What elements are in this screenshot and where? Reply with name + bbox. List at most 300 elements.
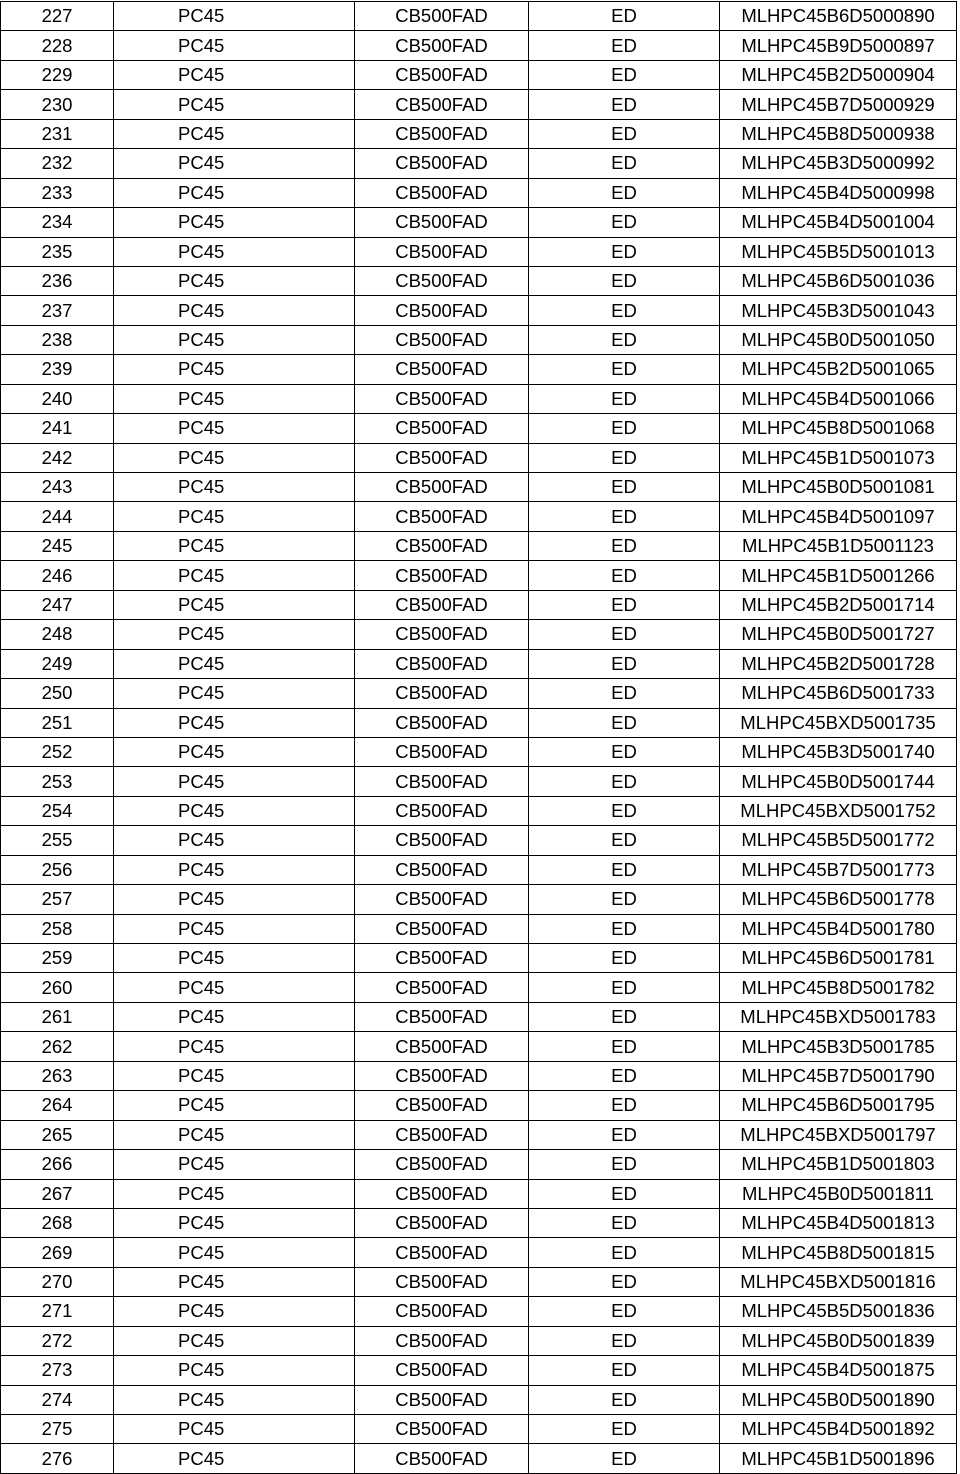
- table-row: [1, 1120, 957, 1149]
- model-cell: PC45: [114, 1326, 355, 1355]
- row-number-cell: 246: [1, 561, 114, 590]
- code-cell: CB500FAD: [355, 1120, 529, 1149]
- model-cell: PC45: [114, 796, 355, 825]
- model-cell: PC45: [114, 1444, 355, 1473]
- row-number-cell: 227: [1, 2, 114, 31]
- row-number-cell: 266: [1, 1150, 114, 1179]
- model-cell: PC45: [114, 90, 355, 119]
- vin-cell: MLHPC45B1D5001123: [720, 531, 957, 560]
- code-cell: CB500FAD: [355, 826, 529, 855]
- table-row: [1, 679, 957, 708]
- table-row: [1, 531, 957, 560]
- vin-table: [0, 1, 957, 1474]
- row-number-cell: 273: [1, 1356, 114, 1385]
- code-cell: CB500FAD: [355, 1002, 529, 1031]
- row-number-cell: 239: [1, 355, 114, 384]
- category-cell: ED: [529, 1179, 720, 1208]
- table-row: [1, 620, 957, 649]
- vin-cell: MLHPC45B0D5001050: [720, 325, 957, 354]
- code-cell: CB500FAD: [355, 296, 529, 325]
- category-cell: ED: [529, 620, 720, 649]
- table-row: [1, 149, 957, 178]
- model-cell: PC45: [114, 885, 355, 914]
- row-number-cell: 267: [1, 1179, 114, 1208]
- vin-cell: MLHPC45B4D5001097: [720, 502, 957, 531]
- row-number-cell: 236: [1, 266, 114, 295]
- code-cell: CB500FAD: [355, 620, 529, 649]
- code-cell: CB500FAD: [355, 855, 529, 884]
- model-cell: PC45: [114, 266, 355, 295]
- category-cell: ED: [529, 296, 720, 325]
- model-cell: PC45: [114, 1385, 355, 1414]
- model-cell: PC45: [114, 973, 355, 1002]
- category-cell: ED: [529, 1238, 720, 1267]
- category-cell: ED: [529, 1356, 720, 1385]
- category-cell: ED: [529, 914, 720, 943]
- category-cell: ED: [529, 60, 720, 89]
- table-row: [1, 944, 957, 973]
- vin-cell: MLHPC45B3D5001785: [720, 1032, 957, 1061]
- vin-cell: MLHPC45B9D5000897: [720, 31, 957, 60]
- code-cell: CB500FAD: [355, 1150, 529, 1179]
- code-cell: CB500FAD: [355, 325, 529, 354]
- vin-cell: MLHPC45B8D5000938: [720, 119, 957, 148]
- vin-cell: MLHPC45B5D5001836: [720, 1297, 957, 1326]
- row-number-cell: 247: [1, 590, 114, 619]
- model-cell: PC45: [114, 2, 355, 31]
- vin-cell: MLHPC45B2D5000904: [720, 60, 957, 89]
- model-cell: PC45: [114, 237, 355, 266]
- table-row: [1, 237, 957, 266]
- model-cell: PC45: [114, 502, 355, 531]
- table-row: [1, 325, 957, 354]
- table-row: [1, 1061, 957, 1090]
- category-cell: ED: [529, 384, 720, 413]
- table-row: [1, 826, 957, 855]
- row-number-cell: 274: [1, 1385, 114, 1414]
- table-row: [1, 737, 957, 766]
- table-row: [1, 1415, 957, 1444]
- model-cell: PC45: [114, 178, 355, 207]
- model-cell: PC45: [114, 355, 355, 384]
- model-cell: PC45: [114, 1179, 355, 1208]
- table-row: [1, 1091, 957, 1120]
- row-number-cell: 232: [1, 149, 114, 178]
- code-cell: CB500FAD: [355, 31, 529, 60]
- code-cell: CB500FAD: [355, 914, 529, 943]
- category-cell: ED: [529, 885, 720, 914]
- row-number-cell: 234: [1, 208, 114, 237]
- category-cell: ED: [529, 1385, 720, 1414]
- model-cell: PC45: [114, 31, 355, 60]
- code-cell: CB500FAD: [355, 1091, 529, 1120]
- vin-cell: MLHPC45B0D5001811: [720, 1179, 957, 1208]
- table-row: [1, 1179, 957, 1208]
- table-row: [1, 60, 957, 89]
- category-cell: ED: [529, 826, 720, 855]
- row-number-cell: 255: [1, 826, 114, 855]
- category-cell: ED: [529, 1326, 720, 1355]
- category-cell: ED: [529, 531, 720, 560]
- row-number-cell: 230: [1, 90, 114, 119]
- vin-cell: MLHPC45BXD5001735: [720, 708, 957, 737]
- model-cell: PC45: [114, 325, 355, 354]
- table-row: [1, 1356, 957, 1385]
- table-row: [1, 178, 957, 207]
- model-cell: PC45: [114, 590, 355, 619]
- row-number-cell: 259: [1, 944, 114, 973]
- row-number-cell: 251: [1, 708, 114, 737]
- table-row: [1, 502, 957, 531]
- row-number-cell: 243: [1, 473, 114, 502]
- vin-cell: MLHPC45B1D5001896: [720, 1444, 957, 1473]
- code-cell: CB500FAD: [355, 414, 529, 443]
- table-row: [1, 1444, 957, 1473]
- category-cell: ED: [529, 855, 720, 884]
- category-cell: ED: [529, 325, 720, 354]
- model-cell: PC45: [114, 1032, 355, 1061]
- category-cell: ED: [529, 1444, 720, 1473]
- row-number-cell: 229: [1, 60, 114, 89]
- row-number-cell: 228: [1, 31, 114, 60]
- category-cell: ED: [529, 590, 720, 619]
- table-row: [1, 266, 957, 295]
- code-cell: CB500FAD: [355, 90, 529, 119]
- table-row: [1, 1002, 957, 1031]
- model-cell: PC45: [114, 708, 355, 737]
- code-cell: CB500FAD: [355, 1444, 529, 1473]
- category-cell: ED: [529, 31, 720, 60]
- model-cell: PC45: [114, 1267, 355, 1296]
- vin-cell: MLHPC45B4D5001875: [720, 1356, 957, 1385]
- code-cell: CB500FAD: [355, 1179, 529, 1208]
- row-number-cell: 235: [1, 237, 114, 266]
- code-cell: CB500FAD: [355, 2, 529, 31]
- category-cell: ED: [529, 237, 720, 266]
- code-cell: CB500FAD: [355, 1326, 529, 1355]
- category-cell: ED: [529, 2, 720, 31]
- model-cell: PC45: [114, 443, 355, 472]
- table-row: [1, 90, 957, 119]
- category-cell: ED: [529, 561, 720, 590]
- code-cell: CB500FAD: [355, 944, 529, 973]
- table-row: [1, 973, 957, 1002]
- model-cell: PC45: [114, 1120, 355, 1149]
- model-cell: PC45: [114, 944, 355, 973]
- model-cell: PC45: [114, 1297, 355, 1326]
- row-number-cell: 252: [1, 737, 114, 766]
- category-cell: ED: [529, 355, 720, 384]
- vin-cell: MLHPC45B4D5000998: [720, 178, 957, 207]
- code-cell: CB500FAD: [355, 1238, 529, 1267]
- model-cell: PC45: [114, 119, 355, 148]
- code-cell: CB500FAD: [355, 384, 529, 413]
- table-row: [1, 914, 957, 943]
- row-number-cell: 260: [1, 973, 114, 1002]
- code-cell: CB500FAD: [355, 679, 529, 708]
- row-number-cell: 250: [1, 679, 114, 708]
- table-row: [1, 414, 957, 443]
- category-cell: ED: [529, 1267, 720, 1296]
- code-cell: CB500FAD: [355, 237, 529, 266]
- category-cell: ED: [529, 414, 720, 443]
- category-cell: ED: [529, 944, 720, 973]
- row-number-cell: 276: [1, 1444, 114, 1473]
- code-cell: CB500FAD: [355, 502, 529, 531]
- code-cell: CB500FAD: [355, 1385, 529, 1414]
- code-cell: CB500FAD: [355, 355, 529, 384]
- vin-cell: MLHPC45B6D5000890: [720, 2, 957, 31]
- vin-cell: MLHPC45BXD5001797: [720, 1120, 957, 1149]
- code-cell: CB500FAD: [355, 590, 529, 619]
- vin-cell: MLHPC45B8D5001815: [720, 1238, 957, 1267]
- category-cell: ED: [529, 796, 720, 825]
- row-number-cell: 263: [1, 1061, 114, 1090]
- vin-cell: MLHPC45B0D5001727: [720, 620, 957, 649]
- model-cell: PC45: [114, 914, 355, 943]
- row-number-cell: 258: [1, 914, 114, 943]
- row-number-cell: 275: [1, 1415, 114, 1444]
- code-cell: CB500FAD: [355, 1208, 529, 1237]
- code-cell: CB500FAD: [355, 973, 529, 1002]
- row-number-cell: 245: [1, 531, 114, 560]
- model-cell: PC45: [114, 414, 355, 443]
- table-row: [1, 355, 957, 384]
- vin-cell: MLHPC45BXD5001816: [720, 1267, 957, 1296]
- category-cell: ED: [529, 178, 720, 207]
- code-cell: CB500FAD: [355, 737, 529, 766]
- row-number-cell: 231: [1, 119, 114, 148]
- category-cell: ED: [529, 1002, 720, 1031]
- vin-cell: MLHPC45B1D5001073: [720, 443, 957, 472]
- row-number-cell: 271: [1, 1297, 114, 1326]
- row-number-cell: 265: [1, 1120, 114, 1149]
- table-row: [1, 1326, 957, 1355]
- vin-cell: MLHPC45B6D5001036: [720, 266, 957, 295]
- table-row: [1, 649, 957, 678]
- vin-cell: MLHPC45B7D5000929: [720, 90, 957, 119]
- table-row: [1, 1267, 957, 1296]
- row-number-cell: 242: [1, 443, 114, 472]
- category-cell: ED: [529, 1032, 720, 1061]
- vin-cell: MLHPC45BXD5001783: [720, 1002, 957, 1031]
- category-cell: ED: [529, 443, 720, 472]
- model-cell: PC45: [114, 561, 355, 590]
- code-cell: CB500FAD: [355, 1297, 529, 1326]
- table-row: [1, 31, 957, 60]
- code-cell: CB500FAD: [355, 443, 529, 472]
- vin-cell: MLHPC45B3D5001740: [720, 737, 957, 766]
- category-cell: ED: [529, 767, 720, 796]
- model-cell: PC45: [114, 826, 355, 855]
- code-cell: CB500FAD: [355, 531, 529, 560]
- table-row: [1, 561, 957, 590]
- vin-cell: MLHPC45B6D5001781: [720, 944, 957, 973]
- category-cell: ED: [529, 708, 720, 737]
- code-cell: CB500FAD: [355, 473, 529, 502]
- vin-cell: MLHPC45B8D5001068: [720, 414, 957, 443]
- table-row: [1, 767, 957, 796]
- row-number-cell: 270: [1, 1267, 114, 1296]
- table-row: [1, 1385, 957, 1414]
- model-cell: PC45: [114, 1061, 355, 1090]
- vin-cell: MLHPC45B4D5001780: [720, 914, 957, 943]
- code-cell: CB500FAD: [355, 561, 529, 590]
- model-cell: PC45: [114, 1415, 355, 1444]
- vin-cell: MLHPC45B1D5001266: [720, 561, 957, 590]
- code-cell: CB500FAD: [355, 149, 529, 178]
- table-row: [1, 796, 957, 825]
- row-number-cell: 233: [1, 178, 114, 207]
- row-number-cell: 249: [1, 649, 114, 678]
- row-number-cell: 238: [1, 325, 114, 354]
- row-number-cell: 253: [1, 767, 114, 796]
- vin-cell: MLHPC45B6D5001733: [720, 679, 957, 708]
- table-row: [1, 1032, 957, 1061]
- row-number-cell: 262: [1, 1032, 114, 1061]
- category-cell: ED: [529, 679, 720, 708]
- category-cell: ED: [529, 973, 720, 1002]
- vin-cell: MLHPC45B6D5001778: [720, 885, 957, 914]
- vin-cell: MLHPC45B2D5001714: [720, 590, 957, 619]
- code-cell: CB500FAD: [355, 796, 529, 825]
- model-cell: PC45: [114, 620, 355, 649]
- model-cell: PC45: [114, 473, 355, 502]
- row-number-cell: 237: [1, 296, 114, 325]
- row-number-cell: 264: [1, 1091, 114, 1120]
- code-cell: CB500FAD: [355, 885, 529, 914]
- vin-cell: MLHPC45B7D5001773: [720, 855, 957, 884]
- code-cell: CB500FAD: [355, 1356, 529, 1385]
- code-cell: CB500FAD: [355, 1032, 529, 1061]
- code-cell: CB500FAD: [355, 266, 529, 295]
- vin-cell: MLHPC45B0D5001890: [720, 1385, 957, 1414]
- vin-cell: MLHPC45B2D5001728: [720, 649, 957, 678]
- row-number-cell: 261: [1, 1002, 114, 1031]
- model-cell: PC45: [114, 208, 355, 237]
- table-row: [1, 1238, 957, 1267]
- code-cell: CB500FAD: [355, 208, 529, 237]
- category-cell: ED: [529, 1297, 720, 1326]
- table-row: [1, 384, 957, 413]
- vin-cell: MLHPC45B4D5001813: [720, 1208, 957, 1237]
- table-row: [1, 296, 957, 325]
- vin-cell: MLHPC45B3D5000992: [720, 149, 957, 178]
- model-cell: PC45: [114, 296, 355, 325]
- model-cell: PC45: [114, 1208, 355, 1237]
- table-row: [1, 590, 957, 619]
- row-number-cell: 241: [1, 414, 114, 443]
- category-cell: ED: [529, 473, 720, 502]
- model-cell: PC45: [114, 1150, 355, 1179]
- vin-cell: MLHPC45B0D5001839: [720, 1326, 957, 1355]
- model-cell: PC45: [114, 531, 355, 560]
- table-row: [1, 1150, 957, 1179]
- model-cell: PC45: [114, 1238, 355, 1267]
- vin-cell: MLHPC45B4D5001066: [720, 384, 957, 413]
- model-cell: PC45: [114, 384, 355, 413]
- model-cell: PC45: [114, 679, 355, 708]
- model-cell: PC45: [114, 1002, 355, 1031]
- code-cell: CB500FAD: [355, 767, 529, 796]
- vin-cell: MLHPC45B0D5001744: [720, 767, 957, 796]
- row-number-cell: 248: [1, 620, 114, 649]
- table-row: [1, 708, 957, 737]
- vin-cell: MLHPC45B4D5001892: [720, 1415, 957, 1444]
- category-cell: ED: [529, 208, 720, 237]
- vin-cell: MLHPC45B3D5001043: [720, 296, 957, 325]
- model-cell: PC45: [114, 767, 355, 796]
- code-cell: CB500FAD: [355, 1061, 529, 1090]
- vin-cell: MLHPC45B7D5001790: [720, 1061, 957, 1090]
- category-cell: ED: [529, 1120, 720, 1149]
- vin-cell: MLHPC45B5D5001013: [720, 237, 957, 266]
- vin-table-body: [1, 2, 957, 1474]
- code-cell: CB500FAD: [355, 178, 529, 207]
- code-cell: CB500FAD: [355, 649, 529, 678]
- table-row: [1, 1208, 957, 1237]
- table-row: [1, 119, 957, 148]
- category-cell: ED: [529, 1150, 720, 1179]
- category-cell: ED: [529, 266, 720, 295]
- row-number-cell: 272: [1, 1326, 114, 1355]
- code-cell: CB500FAD: [355, 708, 529, 737]
- category-cell: ED: [529, 90, 720, 119]
- model-cell: PC45: [114, 737, 355, 766]
- row-number-cell: 244: [1, 502, 114, 531]
- table-row: [1, 855, 957, 884]
- category-cell: ED: [529, 502, 720, 531]
- table-row: [1, 885, 957, 914]
- vin-cell: MLHPC45BXD5001752: [720, 796, 957, 825]
- row-number-cell: 269: [1, 1238, 114, 1267]
- category-cell: ED: [529, 1415, 720, 1444]
- vin-cell: MLHPC45B0D5001081: [720, 473, 957, 502]
- table-row: [1, 443, 957, 472]
- code-cell: CB500FAD: [355, 1415, 529, 1444]
- code-cell: CB500FAD: [355, 119, 529, 148]
- category-cell: ED: [529, 1061, 720, 1090]
- category-cell: ED: [529, 1091, 720, 1120]
- row-number-cell: 240: [1, 384, 114, 413]
- model-cell: PC45: [114, 649, 355, 678]
- model-cell: PC45: [114, 1356, 355, 1385]
- table-row: [1, 208, 957, 237]
- code-cell: CB500FAD: [355, 60, 529, 89]
- category-cell: ED: [529, 737, 720, 766]
- table-row: [1, 1297, 957, 1326]
- row-number-cell: 256: [1, 855, 114, 884]
- category-cell: ED: [529, 1208, 720, 1237]
- category-cell: ED: [529, 649, 720, 678]
- vin-cell: MLHPC45B1D5001803: [720, 1150, 957, 1179]
- category-cell: ED: [529, 119, 720, 148]
- table-row: [1, 473, 957, 502]
- category-cell: ED: [529, 149, 720, 178]
- row-number-cell: 268: [1, 1208, 114, 1237]
- model-cell: PC45: [114, 1091, 355, 1120]
- vin-cell: MLHPC45B4D5001004: [720, 208, 957, 237]
- model-cell: PC45: [114, 855, 355, 884]
- model-cell: PC45: [114, 60, 355, 89]
- model-cell: PC45: [114, 149, 355, 178]
- vin-cell: MLHPC45B8D5001782: [720, 973, 957, 1002]
- table-row: [1, 2, 957, 31]
- vin-cell: MLHPC45B2D5001065: [720, 355, 957, 384]
- vin-cell: MLHPC45B5D5001772: [720, 826, 957, 855]
- vin-cell: MLHPC45B6D5001795: [720, 1091, 957, 1120]
- row-number-cell: 257: [1, 885, 114, 914]
